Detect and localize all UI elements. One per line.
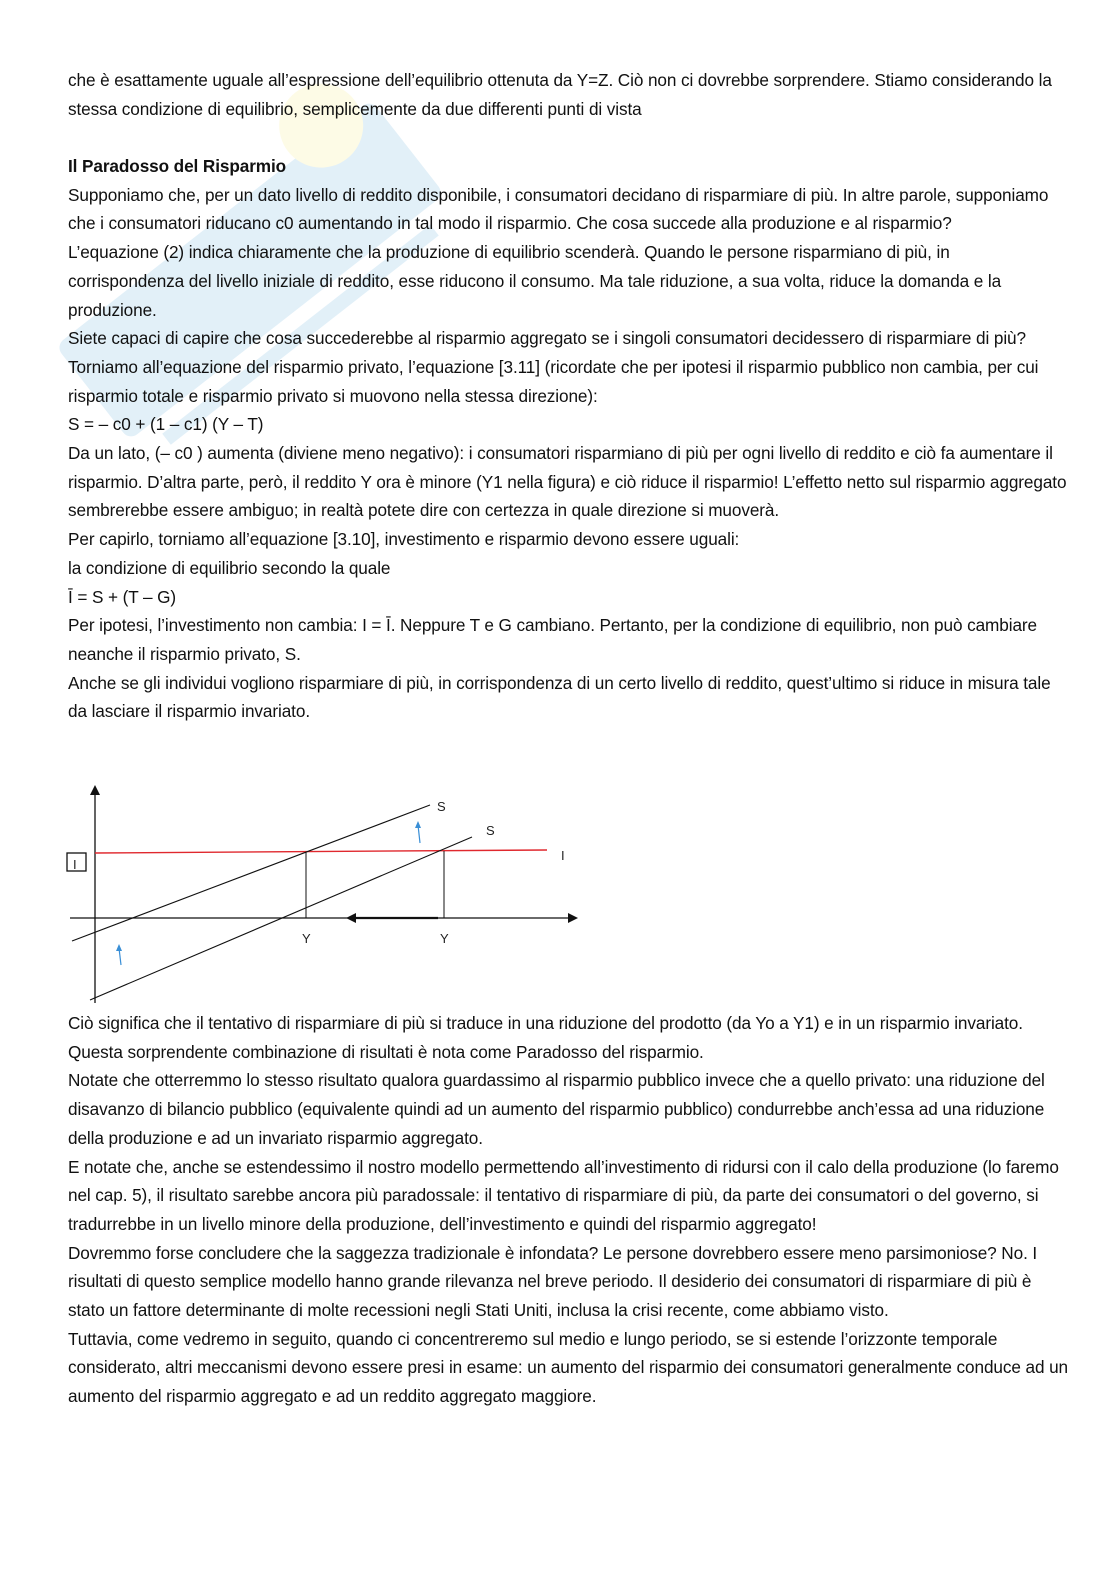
- savings-equation: S = – c0 + (1 – c1) (Y – T): [68, 414, 264, 435]
- paragraph: Dovremmo forse concludere che la saggezza tradizionale è infondata? Le persone dovrebbero essere meno parsimoniose? No. I risultati di questo semplice modello hanno grande rilevanza nel breve periodo. Il desiderio dei consumatori di risparmiare di più è stato un fattore determinante di molte recessioni negli Stati Uniti, inclusa la crisi recente, come abbiamo visto.: [68, 1242, 1038, 1321]
- paragraph: Notate che otterremmo lo stesso risultato qualora guardassimo al risparmio pubblico invece che a quello privato: una riduzione del disavanzo di bilancio pubblico (equivalente quindi ad un aumento del risparmio pubblico) condurrebbe anch’essa ad una riduzione della produzione e ad un invariato risparmio aggregato.: [68, 1070, 1045, 1148]
- paragraph: Per ipotesi, l’investimento non cambia: I = Ī. Neppure T e G cambiano. Pertanto, per la condizione di equilibrio, non può cambiare neanche il risparmio privato, S.: [68, 615, 1037, 664]
- paragraph: Anche se gli individui vogliono risparmiare di più, in corrispondenza di un certo livello di reddito, quest’ultimo si riduce in misura tale da lasciare il risparmio invariato.: [68, 672, 1051, 722]
- conclusion-text: [68, 1009, 1068, 1411]
- shift-arrowhead-blue-upper: [415, 821, 421, 828]
- shift-arrowhead-blue-lower: [116, 944, 122, 951]
- label-savings-old: S: [486, 823, 495, 838]
- equilibrium-equation: Ī = S + (T – G): [68, 586, 177, 607]
- investment-line: [95, 850, 547, 853]
- paragraph: Tuttavia, come vedremo in seguito, quando ci concentreremo sul medio e lungo periodo, se si estende l’orizzonte temporale considerato, altri meccanismi devono essere presi in esame: un aumento del risparmio dei consumatori generalmente conduce ad un aumento del risparmio aggregato e ad un reddito aggregato maggiore.: [68, 1328, 1068, 1407]
- paragraph: che è esattamente uguale all’espressione dell’equilibrio ottenuta da Y=Z. Ciò non ci dovrebbe sorprendere. Stiamo considerando la stessa condizione di equilibrio, semplicemente da due differenti punti di vista: [68, 70, 1052, 119]
- paragraph: la condizione di equilibrio secondo la quale: [68, 557, 391, 578]
- paragraph: Siete capaci di capire che cosa succederebbe al risparmio aggregato se i singoli consumatori decidessero di risparmiare di più? Torniamo all’equazione del risparmio privato, l’equazione [3.11] (ricordate che per ipotesi il risparmio pubblico non cambia, per cui risparmio totale e risparmio privato si muovono nella stessa direzione):: [68, 328, 1039, 406]
- savings-line-new: [72, 805, 430, 941]
- paragraph: Per capirlo, torniamo all’equazione [3.10], investimento e risparmio devono essere uguali:: [68, 529, 740, 550]
- section-heading: Il Paradosso del Risparmio: [68, 156, 287, 176]
- label-savings-new: S: [437, 799, 446, 814]
- shift-arrowhead: [346, 913, 356, 923]
- label-output-y0: Y: [440, 931, 449, 946]
- paradox-of-thrift-figure: [60, 785, 590, 1010]
- label-investment-right: I: [561, 848, 565, 863]
- intro-text: [68, 66, 1068, 123]
- paragraph: Da un lato, (– c0 ) aumenta (diviene meno negativo): i consumatori risparmiano di più per ogni livello di reddito e ciò fa aumentare il risparmio. D’altra parte, però, il reddito Y ora è minore (Y1 nella figura) e ciò riduce il risparmio! L’effetto netto sul risparmio aggregato sembrerebbe essere ambiguo; in realtà potete dire con certezza in quale direzione si muoverà.: [68, 443, 1067, 521]
- paragraph: Supponiamo che, per un dato livello di reddito disponibile, i consumatori decidano di risparmiare di più. In altre parole, supponiamo che i consumatori riducano c0 aumentando in tal modo il risparmio. Che cosa succede alla produzione e al risparmio?: [68, 184, 1049, 234]
- paragraph: Ciò significa che il tentativo di risparmiare di più si traduce in una riduzione del prodotto (da Yo a Y1) e in un risparmio invariato. Questa sorprendente combinazione di risultati è nota come Paradosso del risparmio.: [68, 1013, 1023, 1062]
- label-investment-left: I: [73, 857, 77, 872]
- paragraph: E notate che, anche se estendessimo il nostro modello permettendo all’investimento di ridursi con il calo della produzione (lo faremo nel cap. 5), il risultato sarebbe ancora più paradossale: il tentativo di risparmiare di più, da parte dei consumatori o del governo, si tradurrebbe in un livello minore della produzione, dell’investimento e quindi del risparmio aggregato!: [68, 1156, 1059, 1234]
- y-axis-arrowhead: [90, 785, 100, 795]
- section-paradox: [68, 152, 1068, 726]
- paragraph: L’equazione (2) indica chiaramente che la produzione di equilibrio scenderà. Quando le persone risparmiano di più, in corrispondenza del livello iniziale di reddito, esse riducono il consumo. Ma tale riduzione, a sua volta, riduce la domanda e la produzione.: [68, 242, 1002, 320]
- x-axis-arrowhead: [568, 913, 578, 923]
- label-output-y1: Y: [302, 931, 311, 946]
